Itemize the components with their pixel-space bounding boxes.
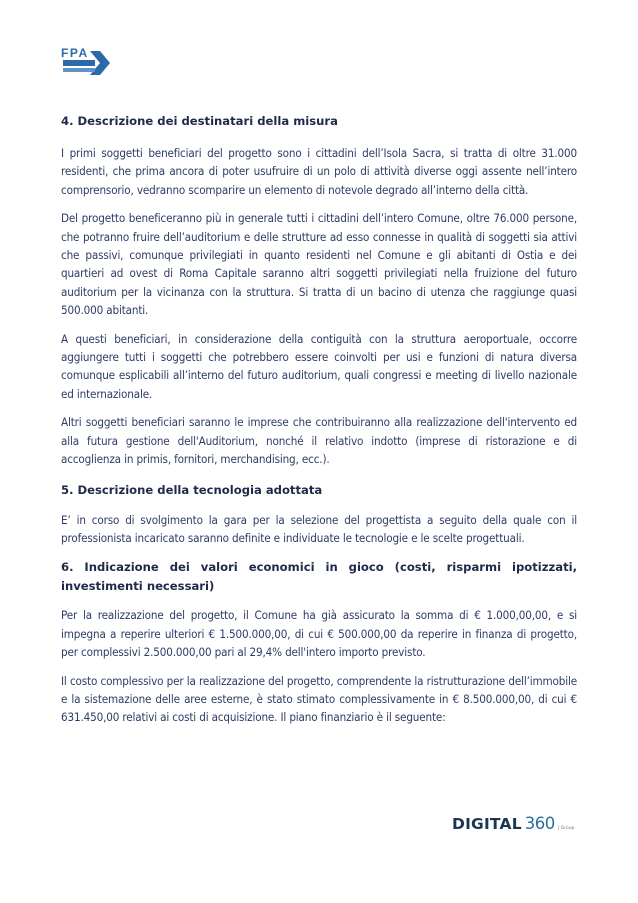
section-4-paragraph-3: A questi beneficiari, in considerazione della contiguità con la struttura aeroportuale, occorre aggiungere tutti i soggetti che potrebbero essere coinvolti per usi e funzioni di natura diversa comunque esplicabili all’interno del futuro auditorium, quali congressi e meeting di livello nazionale ed internazionale. — [61, 331, 577, 401]
section-4-title: 4. Descrizione dei destinatari della misura — [61, 114, 338, 128]
fpa-logo-text: FPA — [61, 46, 89, 60]
section-4-paragraph-1: I primi soggetti beneficiari del progetto sono i cittadini dell’Isola Sacra, si tratta di oltre 31.000 residenti, che prima ancora di poter usufruire di un polo di attività diverse oggi assente nell’intero comprensorio, vedranno scomparire un elemento di notevole degrado all’interno della città. — [61, 146, 577, 197]
section-4-paragraph-4: Altri soggetti beneficiari saranno le imprese che contribuiranno alla realizzazione dell'intervento ed alla futura gestione dell'Auditorium, nonché il relativo indotto (imprese di ristorazione e di accoglienza in primis, fornitori, merchandising, ecc.). — [61, 415, 577, 467]
section-5-title: 5. Descrizione della tecnologia adottata — [61, 482, 323, 497]
digital360-logo-number: 360 — [524, 814, 555, 833]
document-body — [61, 112, 577, 727]
section-4-paragraph-2: Del progetto beneficeranno più in generale tutti i cittadini dell’intero Comune, oltre 76.000 persone, che potranno fruire dell’auditorium e delle strutture ad esso connesse in qualità di soggetti sia attivi che passivi, comunque privilegiati in quanto residenti nel Comune e gli abitanti di Ostia e dei quartieri ad ovest di Roma Capitale saranno altri soggetti privilegiati nella fruizione del futuro auditorium per la vicinanza con la struttura. Si tratta di un bacino di utenza che raggiunge quasi 500.000 abitanti. — [61, 211, 577, 318]
digital360-logo — [452, 814, 574, 840]
digital360-logo-suffix: | Group — [557, 826, 575, 831]
section-6-title: 6. Indicazione dei valori economici in gioco (costi, risparmi ipotizzati, investimenti necessari) — [61, 560, 577, 594]
section-6-paragraph-1: Per la realizzazione del progetto, il Comune ha già assicurato la somma di € 1.000,00,00, e si impegna a reperire ulteriori € 1.500.000,00, di cui € 500.000,00 da reperire in finanza di progetto, per complessivi 2.500.000,00 pari al 29,4% dell'intero importo previsto. — [61, 608, 577, 660]
section-5-paragraph-1: E’ in corso di svolgimento la gara per la selezione del progettista a seguito della quale con il professionista incaricato saranno definite e individuate le tecnologie e le scelte progettuali. — [61, 512, 577, 545]
section-6-paragraph-2: Il costo complessivo per la realizzazione del progetto, comprendente la ristrutturazione dell’immobile e la sistemazione delle aree esterne, è stato stimato complessivamente in € 8.500.000,00, di cui € 631.450,00 relativi ai costi di acquisizione. Il piano finanziario è il seguente: — [61, 673, 577, 725]
digital360-logo-word: DIGITAL — [452, 815, 522, 833]
fpa-logo — [60, 43, 112, 77]
